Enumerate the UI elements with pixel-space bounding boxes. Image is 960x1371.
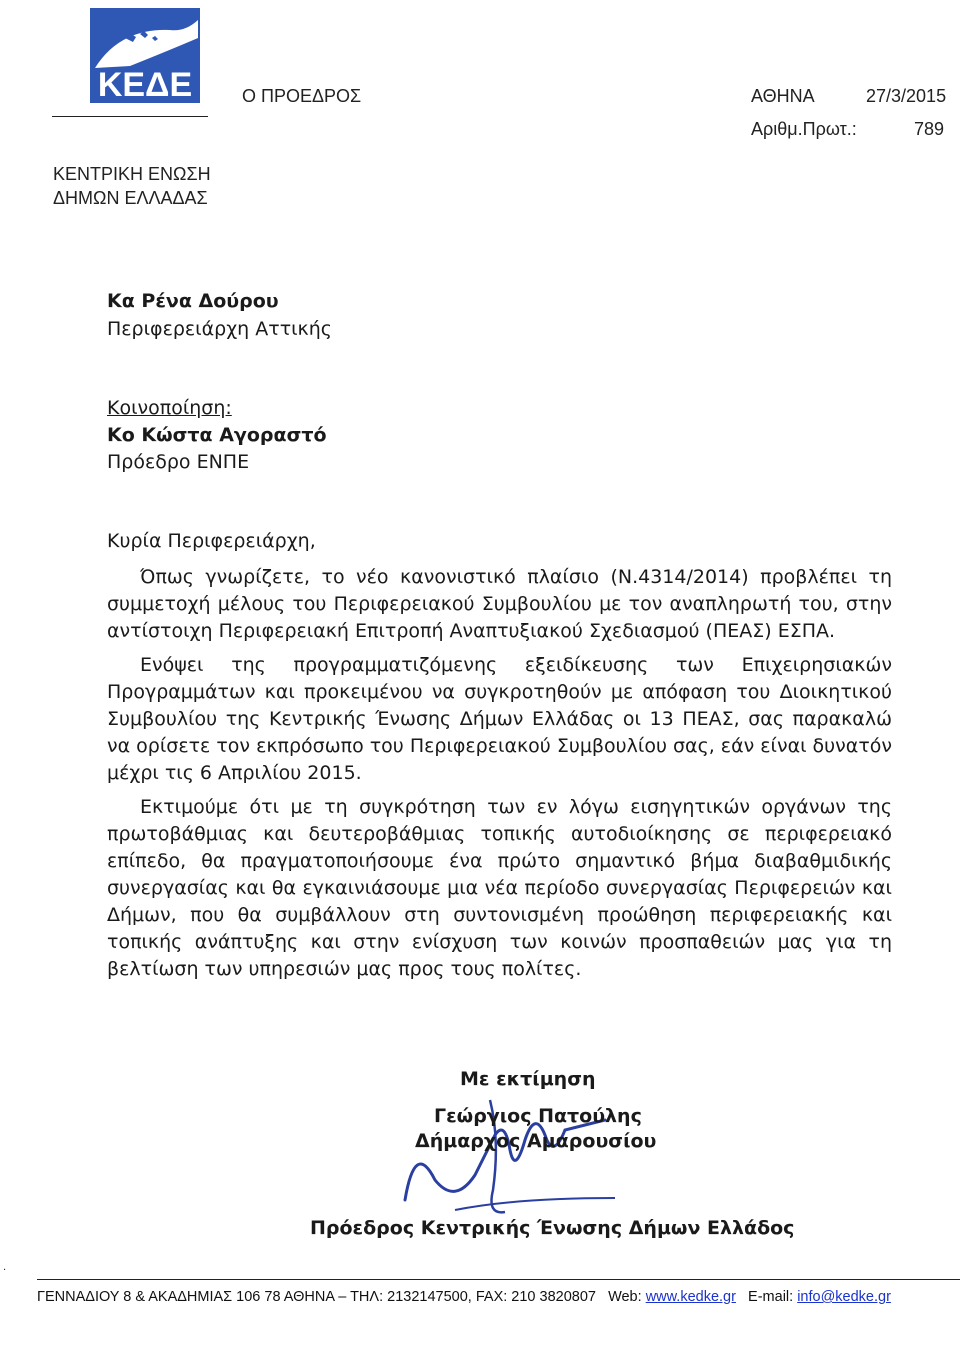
cc-name: Κο Κώστα Αγοραστό (107, 424, 327, 446)
president-title: Ο ΠΡΟΕΔΡΟΣ (242, 86, 362, 106)
city: ΑΘΗΝΑ (751, 86, 815, 106)
logo-text: ΚΕΔΕ (97, 66, 193, 103)
protocol-number: 789 (914, 119, 945, 139)
kedke-logo (90, 8, 200, 103)
footer (37, 1289, 891, 1305)
recipient-name: Κα Ρένα Δούρου (107, 290, 279, 312)
signatory-title: Δήμαρχος Αμαρουσίου (415, 1130, 657, 1152)
footer-address: ΓΕΝΝΑΔΙΟΥ 8 & ΑΚΑΔΗΜΙΑΣ 106 78 ΑΘΗΝΑ – ΤΗΛ: 2132147500, FAX: 210 3820807 (37, 1289, 596, 1305)
logo-underline (52, 116, 208, 117)
signatory-position: Πρόεδρος Κεντρικής Ένωσης Δήμων Ελλάδος (310, 1217, 795, 1239)
organization-name (53, 162, 211, 210)
cc-role: Πρόεδρο ΕΝΠΕ (107, 451, 250, 473)
paragraph-1: Όπως γνωρίζετε, το νέο κανονιστικό πλαίσιο (Ν.4314/2014) προβλέπει τη συμμετοχή μέλους του Περιφερειακού Συμβουλίου με τον αναπληρωτή του, στην αντίστοιχη Περιφερειακή Επιτροπή Αναπτυξιακού Σχεδιασμού (ΠΕΑΣ) ΕΣΠΑ. (107, 566, 892, 642)
protocol-label: Αριθμ.Πρωτ.: (751, 119, 857, 139)
organization-line-2: ΔΗΜΩΝ ΕΛΛΑΔΑΣ (53, 188, 208, 208)
kedke-logo-graphic (90, 8, 200, 103)
footer-mark: . (3, 1262, 7, 1273)
date: 27/3/2015 (866, 86, 947, 106)
paragraph-3: Εκτιμούμε ότι με τη συγκρότηση των εν λόγω εισηγητικών οργάνων της πρωτοβάθμιας και δευτεροβάθμιας τοπικής αυτοδιοίκησης σε περιφερειακό επίπεδο, θα πραγματοποιήσουμε ένα πρώτο σημαντικό βήμα διαβαθμιδικής συνεργασίας και θα εγκαινιάσουμε μια νέα περίοδο συνεργασίας Περιφερειών και Δήμων, που θα συμβάλλουν στη συντονισμένη προώθηση περιφερειακής και τοπικής ανάπτυξης και στην ενίσχυση των κοινών προσπαθειών μας για τη βελτίωση των υπηρεσιών μας προς τους πολίτες. (107, 796, 892, 980)
footer-email-link[interactable]: info@kedke.gr (797, 1289, 891, 1305)
paragraph-2: Ενόψει της προγραμματιζόμενης εξειδίκευσης των Επιχειρησιακών Προγραμμάτων και προκειμένου να συγκροτηθούν με απόφαση του Διοικητικού Συμβουλίου της Κεντρικής Ένωσης Δήμων Ελλάδας οι 13 ΠΕΑΣ, σας παρακαλώ να ορίσετε τον εκπρόσωπο του Περιφερειακού Συμβουλίου σας, εάν είναι δυνατόν μέχρι τις 6 Απριλίου 2015. (107, 654, 892, 784)
recipient-role: Περιφερειάρχη Αττικής (107, 318, 332, 340)
footer-email-label: E-mail: (748, 1289, 794, 1305)
organization-line-1: ΚΕΝΤΡΙΚΗ ΕΝΩΣΗ (53, 164, 211, 184)
footer-web-link[interactable]: www.kedke.gr (645, 1289, 736, 1305)
signatory-name: Γεώργιος Πατούλης (434, 1105, 642, 1127)
salutation: Κυρία Περιφερειάρχη, (107, 530, 316, 552)
cc-label: Κοινοποίηση: (107, 397, 232, 419)
closing: Με εκτίμηση (460, 1068, 596, 1090)
footer-rule (37, 1279, 960, 1280)
footer-web-label: Web: (608, 1289, 642, 1305)
letter-body (107, 564, 892, 983)
